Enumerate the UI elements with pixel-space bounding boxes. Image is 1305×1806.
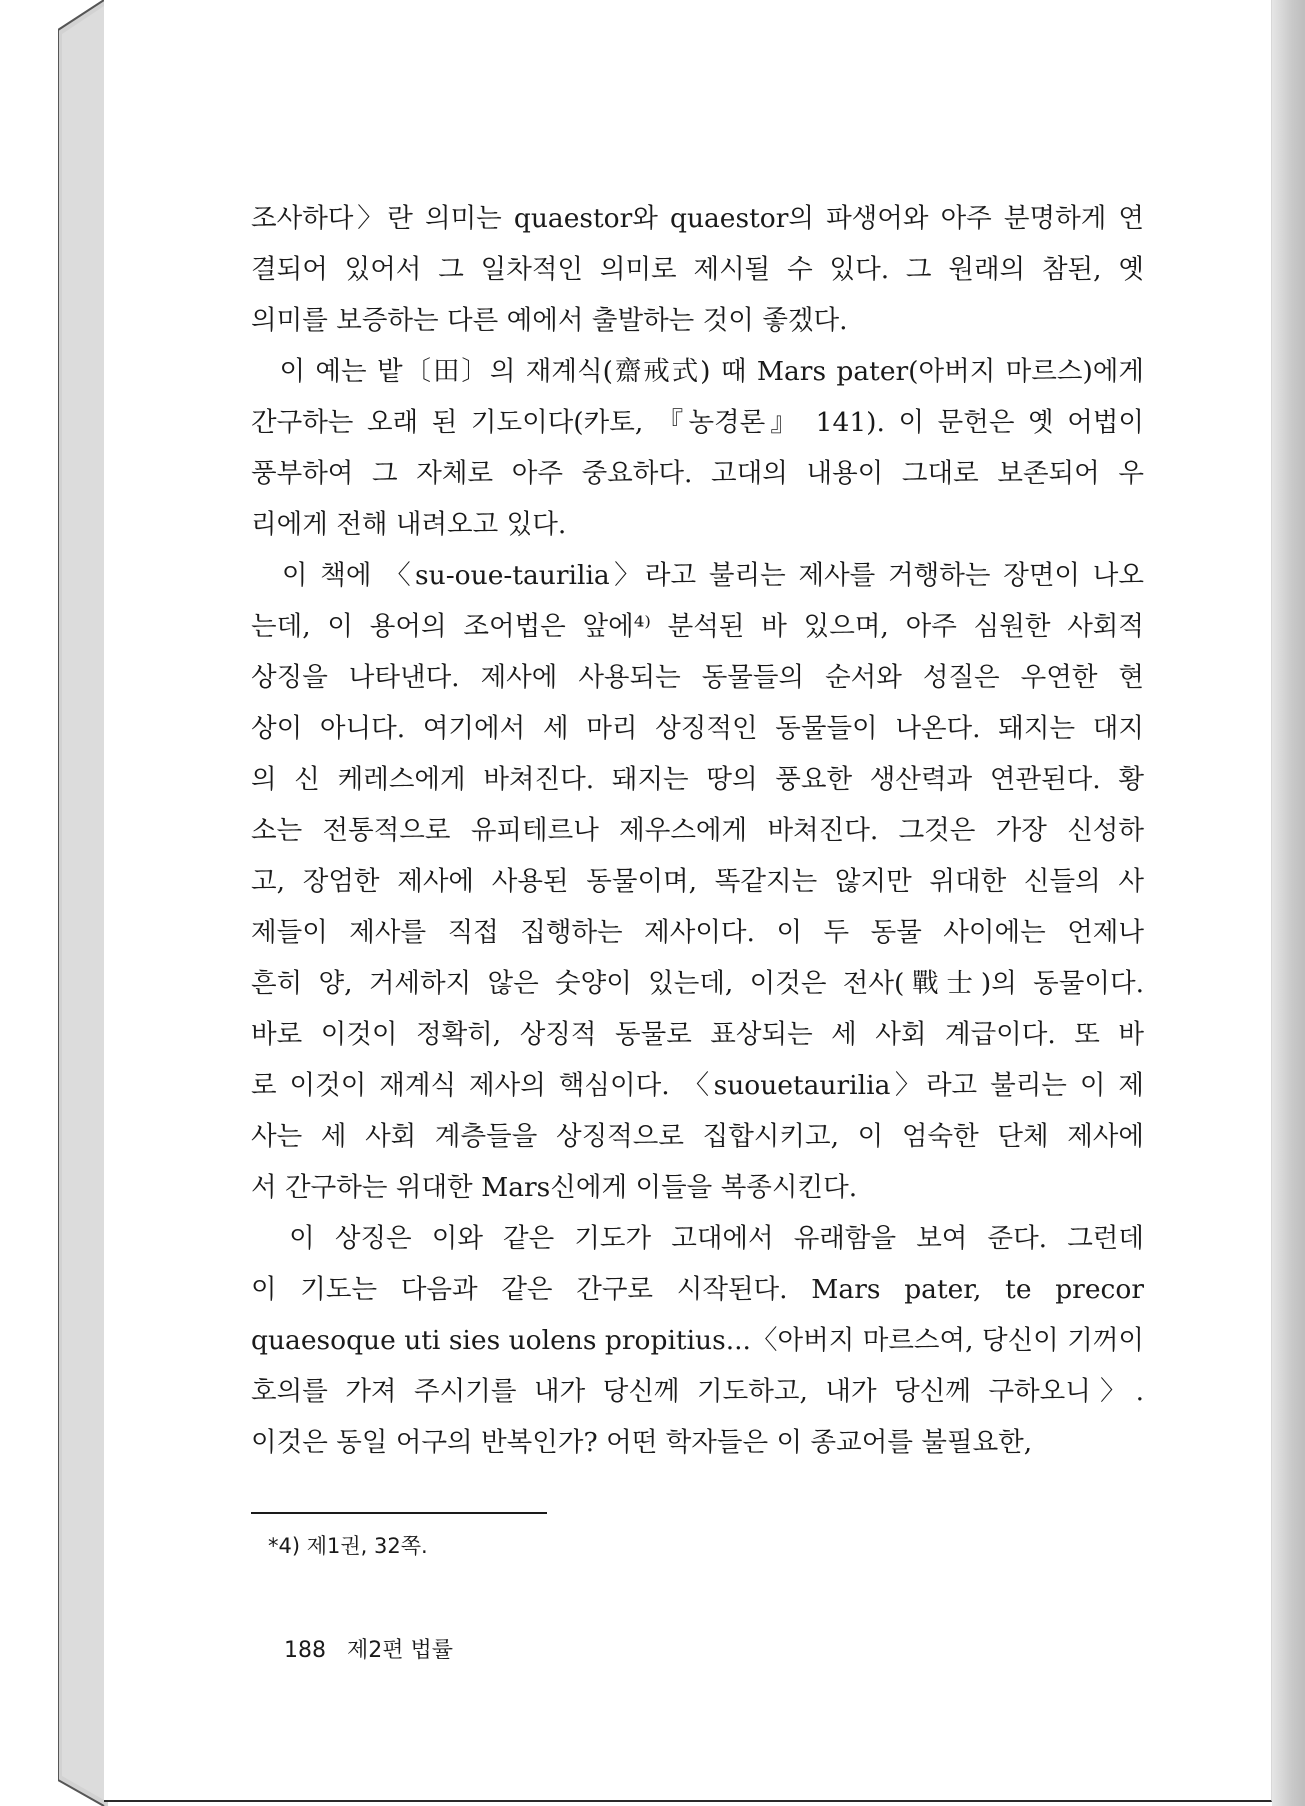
text-line: 조사하다〉란 의미는 quaestor와 quaestor의 파생어와 아주 분명하게 연 xyxy=(251,203,1144,234)
page-shadow xyxy=(1272,0,1305,1806)
footnote-separator xyxy=(251,1512,547,1514)
page-number: 188 xyxy=(284,1638,326,1663)
text-line: 이 기도는 다음과 같은 간구로 시작된다. Mars pater, te precor xyxy=(251,1274,1144,1305)
page-footer xyxy=(284,1633,453,1664)
section-title: 제2편 법률 xyxy=(347,1638,453,1663)
text-line: 이 책에 〈su-oue-taurilia〉라고 불리는 제사를 거행하는 장면이 나오 xyxy=(251,560,1144,591)
text-line: 결되어 있어서 그 일차적인 의미로 제시될 수 있다. 그 원래의 참된, 옛 xyxy=(251,254,1144,285)
text-line: 리에게 전해 내려오고 있다. xyxy=(251,509,567,540)
text-line: 이 상징은 이와 같은 기도가 고대에서 유래함을 보여 준다. 그런데 xyxy=(251,1223,1144,1254)
text-line: 호의를 가져 주시기를 내가 당신께 기도하고, 내가 당신께 구하오니〉. xyxy=(251,1376,1144,1407)
footnote: *4) 제1권, 32쪽. xyxy=(268,1534,428,1558)
text-line: 사는 세 사회 계층들을 상징적으로 집합시키고, 이 엄숙한 단체 제사에 xyxy=(251,1121,1144,1152)
text-line: 고, 장엄한 제사에 사용된 동물이며, 똑같지는 않지만 위대한 신들의 사 xyxy=(251,866,1144,897)
text-line: 바로 이것이 정확히, 상징적 동물로 표상되는 세 사회 계급이다. 또 바 xyxy=(251,1019,1144,1050)
text-line: 상이 아니다. 여기에서 세 마리 상징적인 동물들이 나온다. 돼지는 대지 xyxy=(251,713,1144,744)
text-line: 의미를 보증하는 다른 예에서 출발하는 것이 좋겠다. xyxy=(251,305,848,336)
text-line: 제들이 제사를 직접 집행하는 제사이다. 이 두 동물 사이에는 언제나 xyxy=(251,917,1144,948)
text-line: 의 신 케레스에게 바쳐진다. 돼지는 땅의 풍요한 생산력과 연관된다. 황 xyxy=(251,764,1144,795)
text-line: 상징을 나타낸다. 제사에 사용되는 동물들의 순서와 성질은 우연한 현 xyxy=(251,662,1144,693)
book-spine-edge xyxy=(58,0,108,1806)
text-line: quaesoque uti sies uolens propitius...〈아버지 마르스여, 당신이 기꺼이 xyxy=(251,1325,1144,1356)
text-line: 로 이것이 재계식 제사의 핵심이다. 〈suouetaurilia〉라고 불리는 이 제 xyxy=(251,1070,1144,1101)
text-line: 소는 전통적으로 유피테르나 제우스에게 바쳐진다. 그것은 가장 신성하 xyxy=(251,815,1144,846)
text-line: 이 예는 밭〔田〕의 재계식(齋戒式) 때 Mars pater(아버지 마르스)에게 xyxy=(251,356,1144,387)
text-line: 이것은 동일 어구의 반복인가? 어떤 학자들은 이 종교어를 불필요한, xyxy=(251,1427,1033,1458)
text-line: 서 간구하는 위대한 Mars신에게 이들을 복종시킨다. xyxy=(251,1172,858,1203)
text-line: 는데, 이 용어의 조어법은 앞에⁴⁾ 분석된 바 있으며, 아주 심원한 사회적 xyxy=(251,611,1144,642)
text-line: 풍부하여 그 자체로 아주 중요하다. 고대의 내용이 그대로 보존되어 우 xyxy=(251,458,1144,489)
text-line: 간구하는 오래 된 기도이다(카토, 『농경론』 141). 이 문헌은 옛 어법이 xyxy=(251,407,1144,438)
body-text xyxy=(251,193,1144,1468)
text-line: 흔히 양, 거세하지 않은 숫양이 있는데, 이것은 전사(戰士)의 동물이다. xyxy=(251,968,1144,999)
